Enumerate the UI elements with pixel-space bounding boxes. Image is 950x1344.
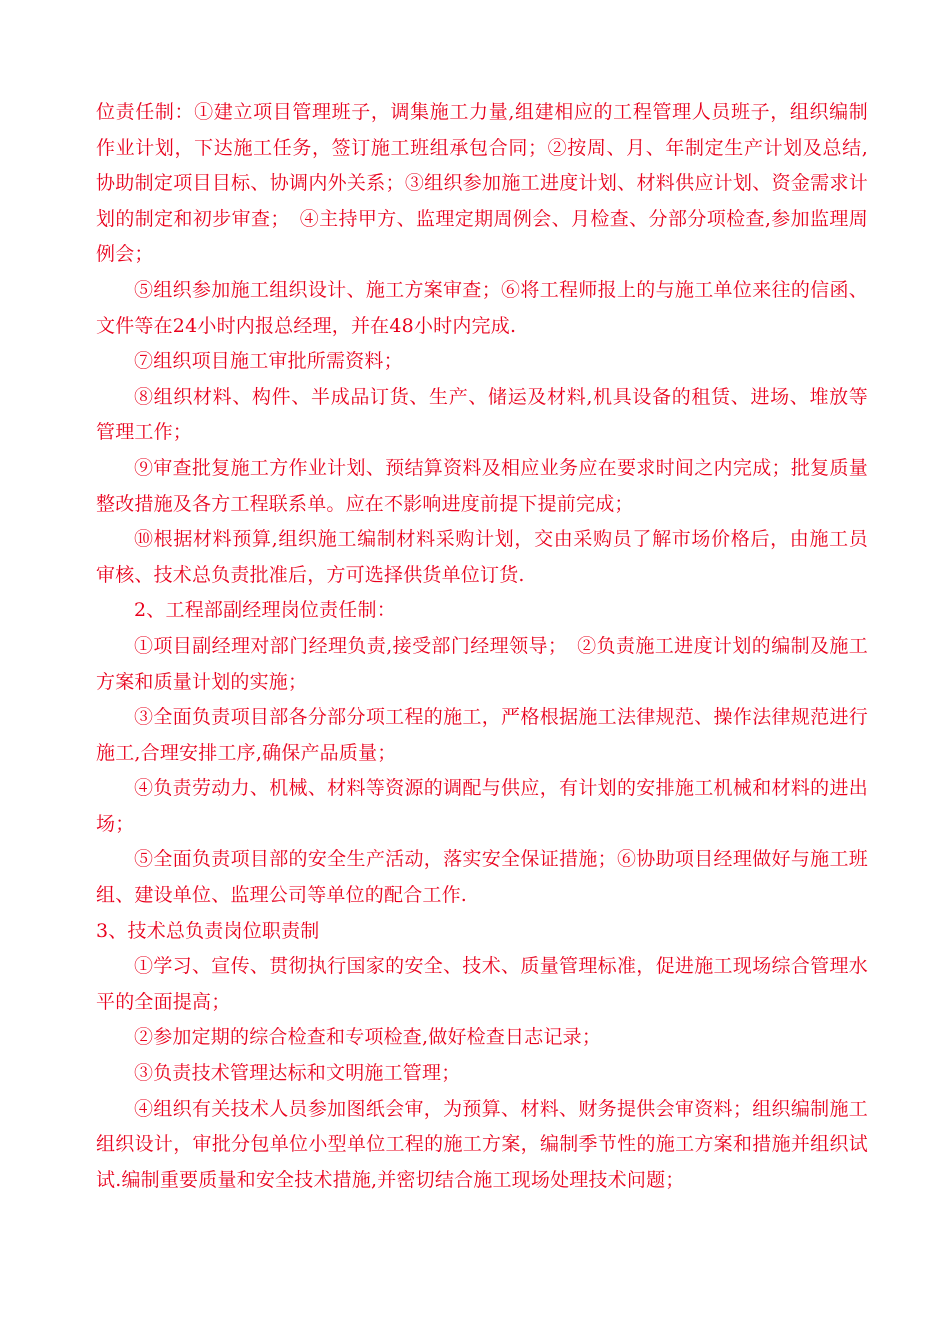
paragraph: ④负责劳动力、机械、材料等资源的调配与供应，有计划的安排施工机械和材料的进出场；: [96, 777, 868, 835]
paragraph: ③全面负责项目部各分部分项工程的施工，严格根据施工法律规范、操作法律规范进行施工,合理安排工序,确保产品质量；: [96, 706, 868, 764]
paragraph: ②参加定期的综合检查和专项检查,做好检查日志记录；: [134, 1026, 602, 1049]
section-heading: 2、工程部副经理岗位责任制：: [134, 599, 396, 622]
paragraph: ⑦组织项目施工审批所需资料；: [134, 350, 403, 373]
paragraph: ⑨审查批复施工方作业计划、预结算资料及相应业务应在要求时间之内完成；批复质量整改措施及各方工程联系单。应在不影响进度前提下提前完成；: [96, 456, 868, 515]
section-heading: 3、技术总负责岗位职责制: [96, 919, 320, 942]
paragraph: ⑧组织材料、构件、半成品订货、生产、储运及材料,机具设备的租赁、进场、堆放等管理工作；: [96, 385, 868, 444]
paragraph: ④组织有关技术人员参加图纸会审，为预算、材料、财务提供会审资料；组织编制施工组织设计，审批分包单位小型单位工程的施工方案，编制季节性的施工方案和措施并组织试试.编制重要质量和安全技术措施,并密切结合施工现场处理技术问题；: [96, 1097, 868, 1191]
paragraph: 位责任制：①建立项目管理班子，调集施工力量,组建相应的工程管理人员班子，组织编制作业计划，下达施工任务，签订施工班组承包合同；②按周、月、年制定生产计划及总结,协助制定项目目标、协调内外关系；③组织参加施工进度计划、材料供应计划、资金需求计划的制定和初步审查； ④主持甲方、监理定期周例会、月检查、分部分项检查,参加监理周例会；: [96, 101, 868, 266]
document-body: [96, 95, 868, 1198]
paragraph: ①项目副经理对部门经理负责,接受部门经理领导； ②负责施工进度计划的编制及施工方案和质量计划的实施；: [96, 634, 868, 693]
paragraph: ⑤全面负责项目部的安全生产活动，落实安全保证措施；⑥协助项目经理做好与施工班组、建设单位、监理公司等单位的配合工作.: [96, 848, 868, 907]
paragraph: ⑤组织参加施工组织设计、施工方案审查；⑥将工程师报上的与施工单位来往的信函、文件等在24小时内报总经理，并在48小时内完成.: [96, 278, 868, 337]
paragraph: ⑩根据材料预算,组织施工编制材料采购计划，交由采购员了解市场价格后，由施工员审核、技术总负责批准后，方可选择供货单位订货.: [96, 528, 868, 586]
paragraph: ①学习、宣传、贯彻执行国家的安全、技术、质量管理标准，促进施工现场综合管理水平的全面提高；: [96, 955, 868, 1013]
paragraph: ③负责技术管理达标和文明施工管理；: [134, 1062, 461, 1085]
